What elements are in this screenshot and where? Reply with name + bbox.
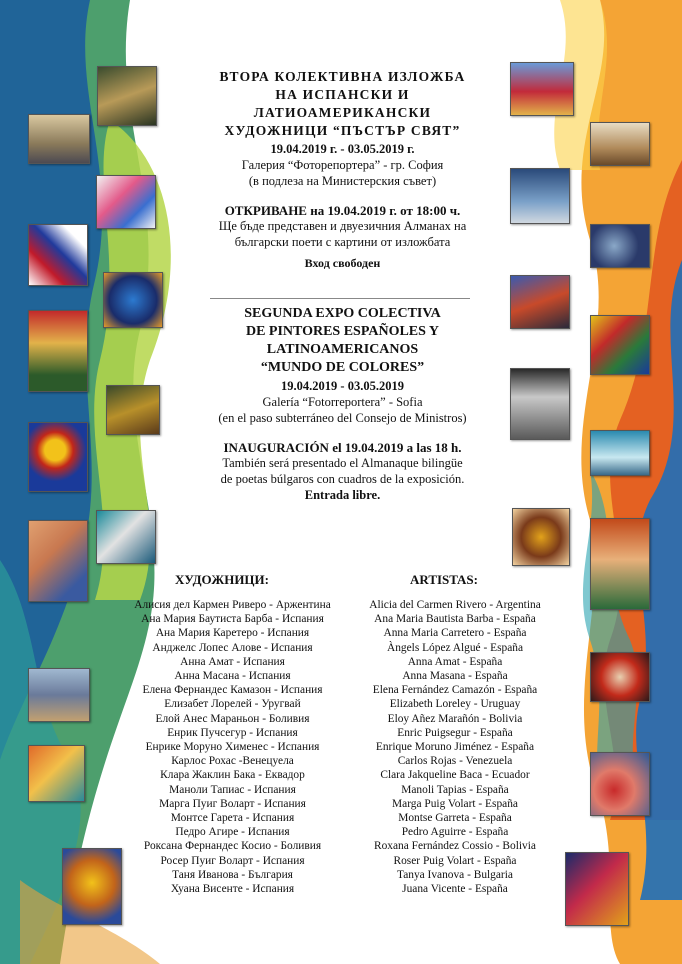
- painting-thumbnail: [590, 652, 650, 702]
- divider: [210, 298, 470, 299]
- artist-name: Roser Puig Volart - España: [393, 854, 517, 867]
- painting-thumbnail: [28, 224, 88, 286]
- artist-name: Росер Пуиг Воларт - Испания: [160, 854, 305, 867]
- bg-dates: 19.04.2019 г. - 03.05.2019 г.: [270, 142, 415, 156]
- painting-thumbnail: [510, 368, 570, 440]
- artist-name: Enric Puigsegur - España: [397, 726, 513, 739]
- artist-name: Montse Garreta - España: [398, 812, 512, 825]
- artist-name: Роксана Фернандес Косио - Боливия: [143, 840, 322, 853]
- painting-thumbnail: [103, 272, 163, 328]
- painting-thumbnail: [590, 315, 650, 375]
- artist-name: Алисия дел Кармен Риверо - Аржентина: [134, 599, 331, 611]
- artist-name: Анна Амат - Испания: [180, 655, 285, 668]
- es-dates: 19.04.2019 - 03.05.2019: [281, 379, 404, 393]
- artist-name: Anna Maria Carretero - España: [383, 627, 527, 640]
- painting-thumbnail: [96, 175, 156, 229]
- artist-name: Енрик Пучсегур - Испания: [167, 726, 298, 739]
- artist-name: Марга Пуиг Воларт - Испания: [159, 797, 306, 810]
- es-title-line: “MUNDO DE COLORES”: [260, 360, 425, 375]
- artist-name: Елена Фернандес Камазон - Испания: [142, 684, 323, 697]
- artist-name: Àngels López Algué - España: [386, 641, 523, 654]
- bg-title-line: ХУДОЖНИЦИ “ПЪСТЪР СВЯТ”: [224, 123, 461, 138]
- bg-opening-label: ОТКРИВАНЕ: [224, 203, 307, 218]
- bg-venue: Галерия “Фоторепортера” - гр. София: [241, 158, 444, 172]
- bg-title-line: ЛАТИОАМЕРИКАНСКИ: [253, 105, 432, 120]
- artist-name: Анна Масана - Испания: [174, 670, 291, 683]
- bg-opening-time: на 19.04.2019 г. от 18:00 ч.: [306, 203, 461, 218]
- artist-name: Ана Мария Каретеро - Испания: [155, 627, 310, 640]
- bg-almanac-line: български поети с картини от изложбата: [234, 235, 451, 249]
- artist-name: Manoli Tapias - España: [401, 783, 509, 796]
- painting-thumbnail: [590, 122, 650, 166]
- artist-name: Таня Иванова - България: [172, 868, 293, 881]
- es-opening-time: el 19.04.2019 a las 18 h.: [328, 440, 462, 455]
- painting-thumbnail: [590, 518, 650, 610]
- bg-title-line: ВТОРА КОЛЕКТИВНА ИЗЛОЖБА: [219, 69, 466, 84]
- painting-thumbnail: [590, 430, 650, 476]
- painting-thumbnail: [96, 510, 156, 564]
- artists-es-list: [355, 598, 555, 896]
- artist-name: Elena Fernández Camazón - España: [372, 684, 538, 697]
- artist-name: Ana Maria Bautista Barba - España: [374, 613, 536, 626]
- artist-name: Монтсе Гарета - Испания: [170, 812, 295, 825]
- artists-bg-heading: ХУДОЖНИЦИ:: [175, 572, 269, 587]
- es-title-line: SEGUNDA EXPO COLECTIVA: [244, 306, 441, 321]
- artist-name: Elizabeth Loreley - Uruguay: [389, 698, 521, 711]
- bg-location: (в подлеза на Министерския съвет): [248, 174, 437, 188]
- artist-name: Карлос Рохас -Венецуела: [171, 755, 294, 768]
- painting-thumbnail: [28, 422, 88, 492]
- painting-thumbnail: [590, 224, 650, 268]
- artist-name: Анджелс Лопес Алове - Испания: [152, 641, 313, 654]
- painting-thumbnail: [510, 275, 570, 329]
- es-almanac-line: También será presentado el Almanaque bilingüe: [222, 456, 463, 470]
- es-location: (en el paso subterráneo del Consejo de Ministros): [218, 411, 467, 425]
- painting-thumbnail: [106, 385, 160, 435]
- painting-thumbnail: [512, 508, 570, 566]
- es-title-line: DE PINTORES ESPAÑOLES Y: [245, 324, 440, 339]
- artist-name: Carlos Rojas - Venezuela: [397, 755, 513, 768]
- painting-thumbnail: [28, 114, 90, 164]
- painting-thumbnail: [565, 852, 629, 926]
- artist-name: Енрике Моруно Хименес - Испания: [145, 741, 320, 754]
- es-venue: Galería “Fotorreportera” - Sofia: [262, 395, 423, 409]
- artist-name: Педро Агире - Испания: [175, 826, 290, 839]
- artists-bg-list: [120, 598, 345, 896]
- es-opening-label: INAUGURACIÓN: [223, 440, 329, 455]
- artist-name: Eloy Añez Marañón - Bolivia: [387, 712, 523, 725]
- artist-name: Pedro Aguirre - España: [401, 826, 509, 839]
- artist-name: Anna Masana - España: [402, 670, 508, 683]
- artist-name: Enrique Moruno Jiménez - España: [375, 741, 535, 754]
- artist-name: Маноли Тапиас - Испания: [169, 783, 296, 796]
- bg-entry: Вход свободен: [304, 256, 381, 270]
- artist-name: Tanya Ivanova - Bulgaria: [397, 868, 513, 881]
- painting-thumbnail: [590, 752, 650, 816]
- es-entry: Entrada libre.: [304, 488, 381, 502]
- bg-title-line: НА ИСПАНСКИ И: [275, 87, 410, 102]
- painting-thumbnail: [28, 310, 88, 392]
- es-almanac-line: de poetas búlgaros con cuadros de la exposición.: [220, 472, 465, 486]
- artist-name: Хуана Висенте - Испания: [170, 883, 295, 896]
- artist-name: Clara Jakqueline Baca - Ecuador: [380, 769, 530, 782]
- artist-name: Alicia del Carmen Rivero - Argentina: [369, 599, 541, 611]
- bg-almanac-line: Ще бъде представен и двуезичния Алманах на: [218, 219, 467, 233]
- es-title-line: LATINOAMERICANOS: [266, 342, 419, 357]
- painting-thumbnail: [97, 66, 157, 126]
- artist-name: Anna Amat - España: [407, 655, 503, 668]
- painting-thumbnail: [28, 745, 85, 802]
- artist-name: Елой Анес Мараньон - Боливия: [155, 712, 310, 725]
- painting-thumbnail: [510, 62, 574, 116]
- artist-name: Елизабет Лорелей - Уругвай: [164, 698, 301, 711]
- painting-thumbnail: [28, 668, 90, 722]
- artist-name: Roxana Fernández Cossio - Bolivia: [374, 840, 536, 853]
- artist-name: Клара Жаклин Бака - Еквадор: [160, 769, 305, 782]
- painting-thumbnail: [510, 168, 570, 224]
- painting-thumbnail: [28, 520, 88, 602]
- es-opening: [170, 440, 515, 455]
- bg-opening: [170, 203, 515, 218]
- artists-es-heading: ARTISTAS:: [410, 572, 478, 587]
- artist-name: Ана Мария Баутиста Барба - Испания: [141, 613, 324, 626]
- painting-thumbnail: [62, 848, 122, 925]
- artist-name: Marga Puig Volart - España: [392, 797, 518, 810]
- artist-name: Juana Vicente - España: [402, 883, 508, 896]
